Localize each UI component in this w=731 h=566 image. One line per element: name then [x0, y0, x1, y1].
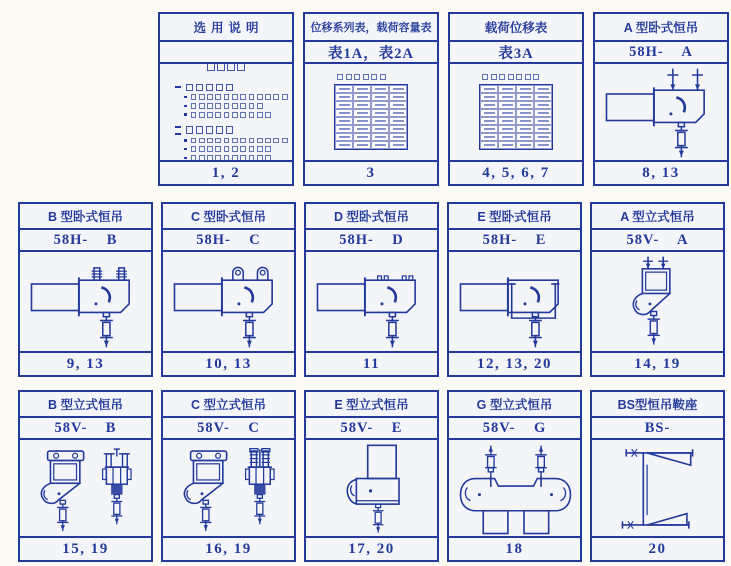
- panel-page-numbers: 18: [449, 536, 580, 560]
- panel-title: 载荷位移表: [450, 14, 582, 42]
- panel-title: E 型卧式恒吊: [449, 204, 580, 230]
- panel-page-numbers: 14, 19: [592, 351, 723, 375]
- panel-content: [306, 252, 437, 351]
- table-caption-blocks: [482, 74, 553, 80]
- panel-horizontal-hanger-e: [447, 202, 582, 377]
- horizontal-hanger-b-drawing-icon: [22, 253, 150, 351]
- panel-load-displacement-table: [448, 12, 584, 186]
- panel-page-numbers: 3: [305, 160, 437, 184]
- panel-vertical-hanger-b: [18, 390, 153, 562]
- vertical-hanger-b-drawing-icon: [22, 440, 150, 536]
- panel-code: 58V- E: [306, 418, 437, 440]
- vertical-hanger-c-drawing-icon: [165, 440, 293, 536]
- catalog-row-3: [18, 390, 725, 562]
- panel-vertical-hanger-c: [161, 390, 296, 562]
- bs-saddle-drawing-icon: [594, 440, 722, 536]
- panel-selection-instructions: [158, 12, 294, 186]
- panel-title: B 型卧式恒吊: [20, 204, 151, 230]
- mini-table-figure: [479, 74, 553, 150]
- panel-content: [20, 252, 151, 351]
- panel-horizontal-hanger-c: [161, 202, 296, 377]
- panel-page-numbers: 4, 5, 6, 7: [450, 160, 582, 184]
- panel-content: [592, 252, 723, 351]
- panel-code: 58V- C: [163, 418, 294, 440]
- vertical-hanger-a-drawing-icon: [594, 253, 722, 351]
- panel-page-numbers: 17, 20: [306, 536, 437, 560]
- panel-code: 表1A，表2A: [305, 42, 437, 64]
- vertical-hanger-e-drawing-icon: [308, 440, 436, 536]
- mini-table-figure: [334, 74, 408, 150]
- panel-title: A 型立式恒吊: [592, 204, 723, 230]
- panel-title: BS型恒吊鞍座: [592, 392, 723, 418]
- panel-code: 58H- B: [20, 230, 151, 252]
- panel-title: C 型卧式恒吊: [163, 204, 294, 230]
- panel-page-numbers: 20: [592, 536, 723, 560]
- panel-code: 58V- A: [592, 230, 723, 252]
- panel-bs-saddle: [590, 390, 725, 562]
- panel-title: C 型立式恒吊: [163, 392, 294, 418]
- panel-code: 58H- E: [449, 230, 580, 252]
- catalog-row-2: [18, 202, 725, 377]
- panel-page-numbers: 10, 13: [163, 351, 294, 375]
- panel-vertical-hanger-g: [447, 390, 582, 562]
- panel-page-numbers: 11: [306, 351, 437, 375]
- horizontal-hanger-c-drawing-icon: [165, 253, 293, 351]
- panel-content: [450, 64, 582, 160]
- panel-code: 58H- D: [306, 230, 437, 252]
- panel-code: 58H- A: [595, 42, 727, 64]
- panel-code: 58V- G: [449, 418, 580, 440]
- panel-page-numbers: 12, 13, 20: [449, 351, 580, 375]
- panel-page-numbers: 8, 13: [595, 160, 727, 184]
- data-table-thumbnail: [334, 84, 408, 150]
- panel-page-numbers: 9, 13: [20, 351, 151, 375]
- data-table-thumbnail: [479, 84, 553, 150]
- panel-code: 58V- B: [20, 418, 151, 440]
- vertical-hanger-g-drawing-icon: [451, 440, 579, 536]
- panel-title: 位移系列表，载荷容量表: [305, 14, 437, 42]
- panel-title: 选用说明: [160, 14, 292, 42]
- panel-horizontal-hanger-b: [18, 202, 153, 377]
- panel-title: G 型立式恒吊: [449, 392, 580, 418]
- panel-content: [306, 440, 437, 536]
- panel-title: A 型卧式恒吊: [595, 14, 727, 42]
- panel-title: E 型立式恒吊: [306, 392, 437, 418]
- panel-content: [592, 440, 723, 536]
- panel-content: [163, 252, 294, 351]
- panel-page-numbers: 15, 19: [20, 536, 151, 560]
- panel-content: [163, 440, 294, 536]
- panel-code: 表3A: [450, 42, 582, 64]
- panel-code: BS-: [592, 418, 723, 440]
- panel-code: 58H- C: [163, 230, 294, 252]
- panel-content: [20, 440, 151, 536]
- panel-content: [595, 64, 727, 160]
- catalog-row-1: [158, 12, 729, 186]
- horizontal-hanger-a-drawing-icon: [597, 64, 725, 160]
- horizontal-hanger-d-drawing-icon: [308, 253, 436, 351]
- panel-title: B 型立式恒吊: [20, 392, 151, 418]
- illegible-text-blocks: [175, 64, 277, 160]
- horizontal-hanger-e-drawing-icon: [451, 253, 579, 351]
- panel-vertical-hanger-a: [590, 202, 725, 377]
- panel-content: [449, 440, 580, 536]
- panel-page-numbers: 16, 19: [163, 536, 294, 560]
- panel-content: [449, 252, 580, 351]
- panel-horizontal-hanger-d: [304, 202, 439, 377]
- table-caption-blocks: [337, 74, 408, 80]
- panel-page-numbers: 1, 2: [160, 160, 292, 184]
- panel-vertical-hanger-e: [304, 390, 439, 562]
- panel-title: D 型卧式恒吊: [306, 204, 437, 230]
- panel-code: [160, 42, 292, 64]
- panel-horizontal-hanger-a: [593, 12, 729, 186]
- panel-content: [305, 64, 437, 160]
- panel-displacement-load-capacity-tables: [303, 12, 439, 186]
- panel-content: [160, 64, 292, 160]
